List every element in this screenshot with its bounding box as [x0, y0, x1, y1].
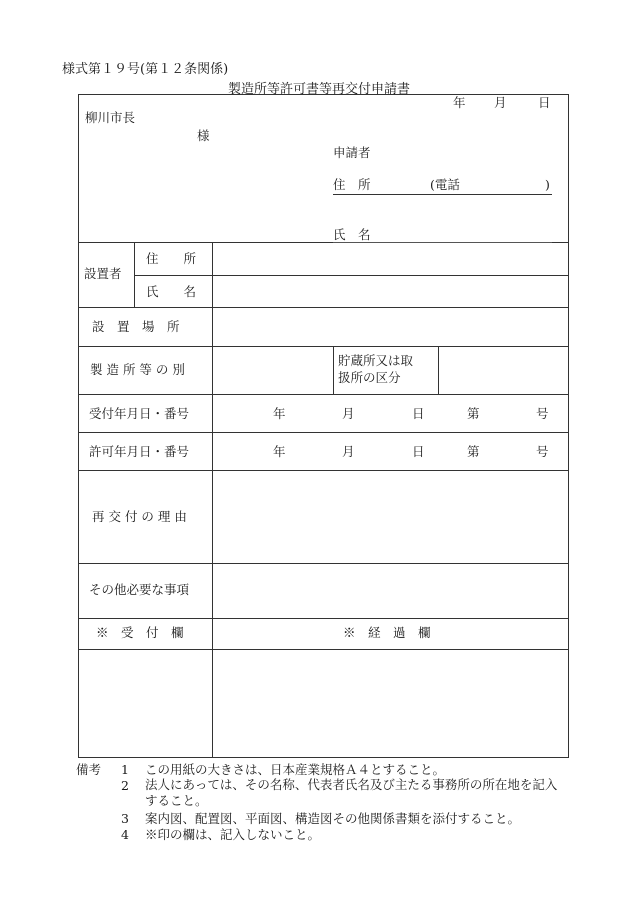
installer-address-field[interactable]	[214, 244, 566, 274]
applicant-name-field[interactable]	[333, 242, 552, 243]
location-field[interactable]	[214, 309, 566, 345]
location-label: 設 置 場 所	[92, 319, 180, 334]
reception-column-area	[80, 651, 210, 755]
note-number: 1	[121, 762, 129, 777]
applicant-label: 申請者	[333, 145, 371, 160]
installer-address-label: 住 所	[146, 251, 197, 266]
reception-column-header: ※ 受 付 欄	[96, 625, 184, 640]
permit-date-field[interactable]	[214, 434, 566, 469]
progress-column-header: ※ 経 過 欄	[343, 625, 431, 640]
note-text: この用紙の大きさは、日本産業規格Ａ４とすること。	[145, 762, 446, 777]
note-number: 3	[121, 811, 129, 826]
applicant-phone-open: (電話	[430, 177, 460, 192]
form-number: 様式第１９号(第１２条関係)	[62, 62, 229, 77]
progress-column-area	[214, 651, 566, 755]
reception-year: 年	[273, 406, 286, 421]
reason-label: 再 交 付 の 理 由	[92, 509, 187, 524]
facility-type-label: 製 造 所 等 の 別	[90, 362, 185, 377]
header-day: 日	[538, 95, 551, 110]
facility-type-field[interactable]	[214, 348, 332, 393]
note-number: 4	[121, 827, 129, 842]
note-text: 案内図、配置図、平面図、構造図その他関係書類を添付すること。	[145, 811, 521, 826]
reception-day: 日	[412, 406, 425, 421]
applicant-address-field[interactable]	[333, 194, 552, 195]
note-text: 法人にあっては、その名称、代表者氏名及び主たる事務所の所在地を記入すること。	[145, 777, 558, 808]
reception-date-label: 受付年月日・番号	[89, 406, 190, 421]
installer-name-label: 氏 名	[146, 284, 197, 299]
addressee-honorific: 様	[197, 128, 210, 143]
permit-month: 月	[342, 444, 355, 459]
addressee: 柳川市長	[85, 110, 136, 125]
permit-go: 号	[536, 444, 549, 459]
storage-class-label-2: 扱所の区分	[338, 370, 401, 385]
storage-class-label-1: 貯蔵所又は取	[338, 353, 414, 368]
header-month: 月	[494, 95, 507, 110]
installer-label: 設置者	[84, 266, 122, 281]
applicant-address-label: 住 所	[333, 177, 371, 192]
permit-date-label: 許可年月日・番号	[89, 444, 190, 459]
reception-month: 月	[342, 406, 355, 421]
permit-day: 日	[412, 444, 425, 459]
reception-date-field[interactable]	[214, 396, 566, 431]
applicant-phone-close: )	[545, 177, 550, 192]
other-field[interactable]	[214, 565, 566, 617]
applicant-name-label: 氏 名	[333, 227, 371, 242]
header-year: 年	[453, 95, 466, 110]
reception-no: 第	[467, 406, 480, 421]
form-title: 製造所等許可書等再交付申請書	[228, 82, 411, 97]
reception-go: 号	[536, 406, 549, 421]
note-text: ※印の欄は、記入しないこと。	[145, 827, 321, 842]
reason-field[interactable]	[214, 472, 566, 562]
note-number: 2	[121, 778, 129, 793]
permit-no: 第	[467, 444, 480, 459]
notes-label: 備考	[76, 762, 102, 777]
permit-year: 年	[273, 444, 286, 459]
other-label: その他必要な事項	[89, 582, 190, 597]
installer-name-field[interactable]	[214, 277, 566, 306]
storage-class-field[interactable]	[440, 348, 566, 393]
